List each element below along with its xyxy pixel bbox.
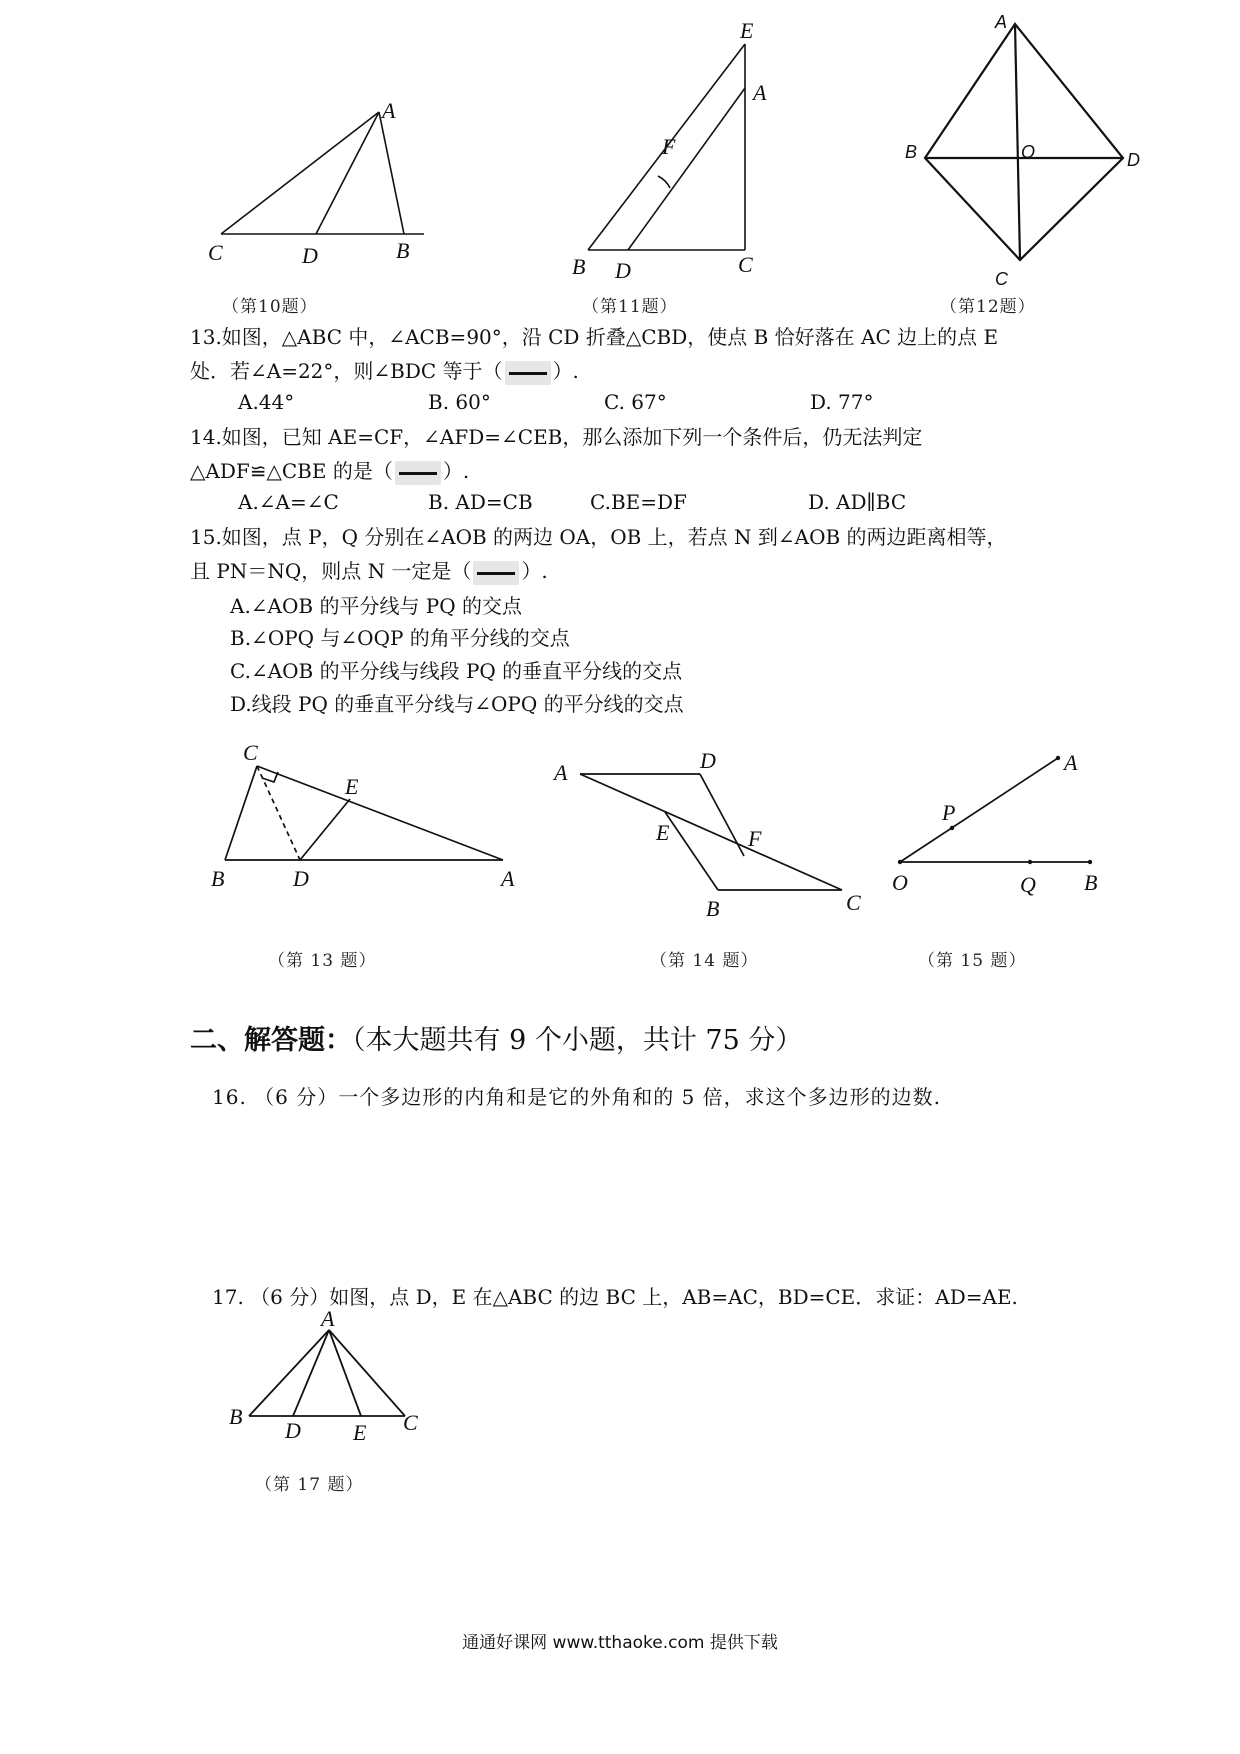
label-f: F (748, 826, 762, 851)
q14-text-line2 (190, 456, 469, 486)
q13-text-line2 (190, 356, 579, 386)
label-c: C (208, 240, 223, 265)
label-o: O (1021, 142, 1036, 162)
q13-text-line1: 13.如图，△ABC 中，∠ACB=90°，沿 CD 折叠△CBD，使点 B 恰好落在 AC 边上的点 E (190, 325, 999, 349)
label-a: A (554, 760, 568, 785)
label-c: C (738, 252, 753, 277)
label-e: E (345, 774, 359, 799)
q13-answer-blank[interactable] (505, 361, 551, 385)
q14-text-line1: 14.如图，已知 AE=CF，∠AFD=∠CEB，那么添加下列一个条件后，仍无法判定 (190, 425, 923, 449)
q15-line2-pre: 且 PN＝NQ，则点 N 一定是（ (190, 559, 472, 583)
q13-line2-post: ）. (552, 359, 579, 383)
q15-option-c: C.∠AOB 的平分线与线段 PQ 的垂直平分线的交点 (230, 659, 683, 683)
label-d: D (1127, 150, 1140, 170)
q14-line2-pre: △ADF≌△CBE 的是（ (190, 459, 393, 483)
label-e: E (740, 18, 754, 43)
figure-13 (205, 738, 525, 898)
q15-option-d: D.线段 PQ 的垂直平分线与∠OPQ 的平分线的交点 (230, 692, 684, 716)
label-d: D (293, 866, 309, 891)
label-c: C (403, 1410, 418, 1435)
label-a: A (321, 1308, 335, 1331)
q15-line2-post: ）. (521, 559, 548, 583)
label-e: E (656, 820, 670, 845)
q13-option-a: A.44° (238, 390, 295, 414)
figure-17 (225, 1308, 425, 1448)
q16-text: 16. （6 分）一个多边形的内角和是它的外角和的 5 倍，求这个多边形的边数. (212, 1085, 942, 1109)
label-b: B (229, 1404, 243, 1429)
q13-line2-pre: 处．若∠A=22°，则∠BDC 等于（ (190, 359, 503, 383)
label-d: D (700, 748, 716, 773)
label-b: B (706, 896, 720, 920)
q13-option-d: D. 77° (810, 390, 874, 414)
figure-15 (880, 740, 1120, 910)
label-a: A (501, 866, 515, 891)
caption-fig15: （第 15 题） (918, 951, 1027, 971)
label-d: D (615, 258, 631, 283)
label-c: C (995, 269, 1008, 289)
q14-option-c: C.BE=DF (590, 490, 687, 514)
figure-12 (895, 10, 1150, 290)
label-a: A (1064, 750, 1078, 775)
caption-fig10: （第10题） (222, 297, 318, 317)
label-e: E (353, 1420, 367, 1445)
figure-11 (560, 14, 800, 284)
caption-fig11: （第11题） (582, 297, 678, 317)
q13-option-c: C. 67° (604, 390, 667, 414)
label-b: B (1084, 870, 1098, 895)
footer-text: 通通好课网 www.tthaoke.com 提供下载 (462, 1633, 778, 1653)
caption-fig14: （第 14 题） (650, 951, 759, 971)
label-f: F (662, 134, 676, 159)
q14-option-a: A.∠A=∠C (238, 490, 339, 514)
label-a: A (995, 12, 1008, 32)
q14-answer-blank[interactable] (395, 461, 441, 485)
label-o: O (892, 870, 908, 895)
q14-option-b: B. AD=CB (428, 490, 533, 514)
caption-fig12: （第12题） (940, 297, 1036, 317)
section-2-title: 二、解答题： (190, 1025, 352, 1056)
caption-fig13: （第 13 题） (268, 951, 377, 971)
q15-option-b: B.∠OPQ 与∠OQP 的角平分线的交点 (230, 626, 570, 650)
q17-text: 17. （6 分）如图，点 D，E 在△ABC 的边 BC 上，AB=AC，BD=CE．求证：AD=AE. (212, 1285, 1018, 1309)
section-2-heading (190, 1018, 802, 1057)
label-p: P (942, 800, 956, 825)
label-a: A (382, 98, 396, 123)
label-d: D (302, 243, 318, 268)
caption-fig17: （第 17 题） (255, 1475, 364, 1495)
figure-14 (548, 740, 878, 920)
label-a: A (753, 80, 767, 105)
label-q: Q (1020, 872, 1036, 897)
q15-text-line2 (190, 556, 548, 586)
q15-option-a: A.∠AOB 的平分线与 PQ 的交点 (230, 594, 523, 618)
q15-answer-blank[interactable] (473, 561, 519, 585)
label-b: B (572, 254, 586, 279)
label-b: B (396, 238, 410, 263)
q15-text-line1: 15.如图，点 P，Q 分别在∠AOB 的两边 OA，OB 上，若点 N 到∠AOB 的两边距离相等， (190, 525, 1007, 549)
label-b: B (905, 142, 918, 162)
label-c: C (243, 740, 258, 765)
label-b: B (211, 866, 225, 891)
label-c: C (846, 890, 861, 915)
figure-10 (200, 90, 480, 270)
q14-line2-post: ）. (442, 459, 470, 483)
q13-option-b: B. 60° (428, 390, 491, 414)
q14-option-d: D. AD∥BC (808, 490, 907, 514)
section-2-subtitle: （本大题共有 9 个小题，共计 75 分） (352, 1025, 803, 1056)
label-d: D (285, 1418, 301, 1443)
